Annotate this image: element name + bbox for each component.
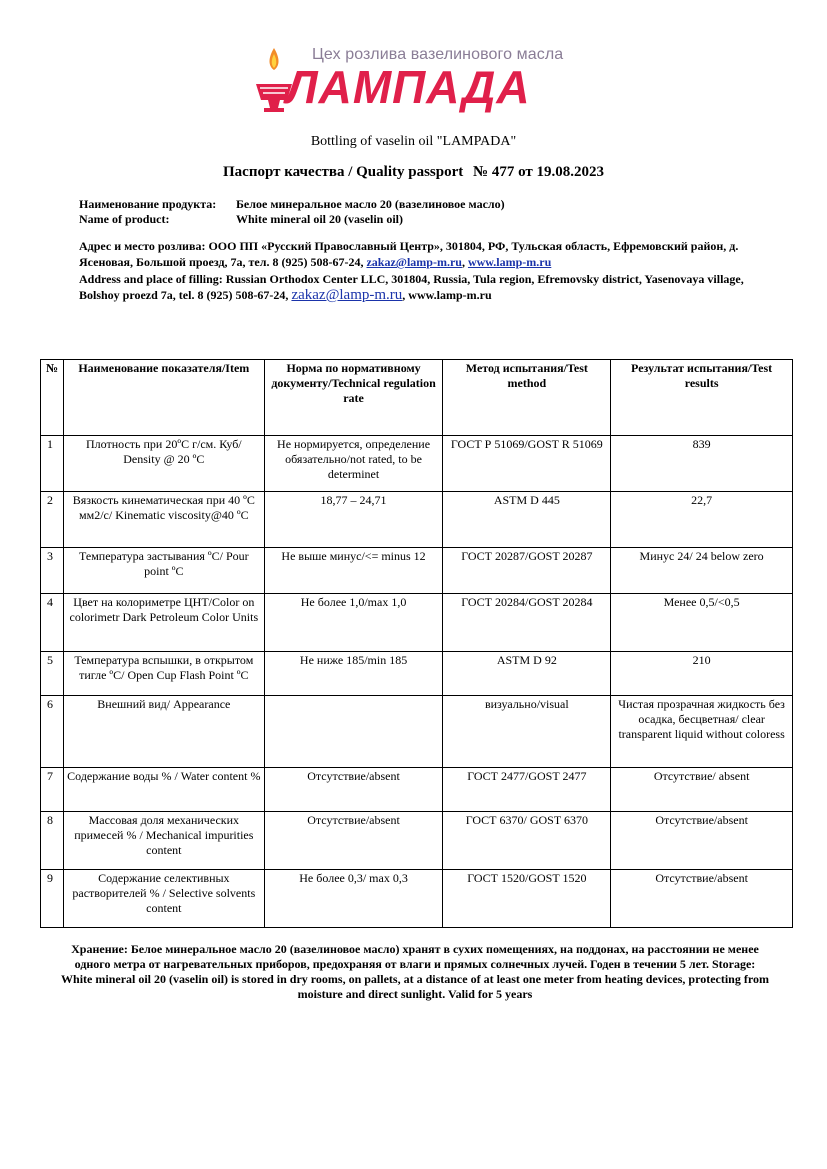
product-ru-value: Белое минеральное масло 20 (вазелиновое масло) bbox=[236, 197, 505, 211]
row-method: ГОСТ Р 51069/GOST R 51069 bbox=[443, 436, 611, 492]
row-norm: Не выше минус/<= minus 12 bbox=[264, 548, 443, 594]
row-num: 8 bbox=[41, 812, 64, 870]
address-ru-text: Адрес и место розлива: ООО ПП «Русский Православный Центр», 301804, РФ, Тульская область, Ефремовский район, д. Ясеновая, Большой проезд, 7а, тел. 8 (925) 508-67-24, bbox=[79, 239, 739, 269]
table-row bbox=[41, 594, 793, 652]
row-num: 9 bbox=[41, 870, 64, 928]
bottling-line: Bottling of vaselin oil "LAMPADA" bbox=[310, 134, 517, 149]
row-item: Температура вспышки, в открытом тигле ºC/ Open Cup Flash Point ºC bbox=[63, 652, 264, 696]
row-norm: Отсутствие/absent bbox=[264, 812, 443, 870]
address-en-text: Address and place of filling: Russian Orthodox Center LLC, 301804, Russia, Tula region, Efremovsky district, Yasenovaya village, Bolshoy proezd 7a, tel. 8 (925) 508-67-24, bbox=[79, 272, 744, 302]
address-info bbox=[79, 238, 759, 303]
storage-note: Хранение: Белое минеральное масло 20 (вазелиновое масло) хранят в сухих помещениях, на поддонах, на расстоянии не менее одного метра от нагревательных приборов, предохраняя от влаги и прямых солнечных лучей. Годен в течении 5 лет. Storage: White mineral oil 20 (vaselin oil) is stored in dry rooms, on pallets, at a distance of at least one meter from heating devices, protecting from moisture and direct sunlight. Valid for 5 years bbox=[61, 942, 769, 1001]
row-item: Температура застывания ºC/ Pour point ºC bbox=[63, 548, 264, 594]
header-norm: Норма по нормативному документу/Technical regulation rate bbox=[264, 360, 443, 436]
row-item: Плотность при 20ºC г/см. Куб/ Density @ 20 ºC bbox=[63, 436, 264, 492]
site-text-en: www.lamp-m.ru bbox=[408, 288, 492, 302]
row-norm: Не нормируется, определение обязательно/not rated, to be determinet bbox=[264, 436, 443, 492]
row-method: ГОСТ 2477/GOST 2477 bbox=[443, 768, 611, 812]
table-row bbox=[41, 492, 793, 548]
row-result: Отсутствие/absent bbox=[611, 870, 793, 928]
row-num: 6 bbox=[41, 696, 64, 768]
row-norm: Не ниже 185/min 185 bbox=[264, 652, 443, 696]
row-result: 210 bbox=[611, 652, 793, 696]
row-num: 1 bbox=[41, 436, 64, 492]
row-num: 5 bbox=[41, 652, 64, 696]
logo-wordmark: ЛАМПАДА bbox=[286, 61, 531, 113]
row-result: Менее 0,5/<0,5 bbox=[611, 594, 793, 652]
table-row bbox=[41, 812, 793, 870]
row-norm: Не более 0,3/ max 0,3 bbox=[264, 870, 443, 928]
address-ru: Адрес и место розлива: ООО ПП «Русский Православный Центр», 301804, РФ, Тульская область, Ефремовский район, д. Ясеновая, Большой проезд, 7а, тел. 8 (925) 508-67-24, zakaz@lamp-m.ru, www.lamp-m.ru bbox=[79, 239, 739, 269]
passport-number: № 477 от 19.08.2023 bbox=[473, 164, 604, 180]
row-method: ГОСТ 20287/GOST 20287 bbox=[443, 548, 611, 594]
row-result: Отсутствие/absent bbox=[611, 812, 793, 870]
product-ru-key: Наименование продукта: bbox=[79, 197, 217, 211]
row-norm: 18,77 – 24,71 bbox=[264, 492, 443, 548]
row-method: ГОСТ 20284/GOST 20284 bbox=[443, 594, 611, 652]
row-method: ГОСТ 1520/GOST 1520 bbox=[443, 870, 611, 928]
header-result: Результат испытания/Test results bbox=[611, 360, 793, 436]
row-num: 7 bbox=[41, 768, 64, 812]
email-link-ru[interactable]: zakaz@lamp-m.ru bbox=[366, 255, 462, 269]
row-norm bbox=[264, 696, 443, 768]
logo-subtitle: Цех розлива вазелинового масла bbox=[312, 46, 564, 63]
header-num: № bbox=[41, 360, 64, 436]
site-link-ru[interactable]: www.lamp-m.ru bbox=[467, 255, 552, 269]
header-method: Метод испытания/Test method bbox=[443, 360, 611, 436]
table-row bbox=[41, 436, 793, 492]
row-norm: Не более 1,0/max 1,0 bbox=[264, 594, 443, 652]
row-norm: Отсутствие/absent bbox=[264, 768, 443, 812]
row-result: 22,7 bbox=[611, 492, 793, 548]
row-num: 4 bbox=[41, 594, 64, 652]
row-result: Отсутствие/ absent bbox=[611, 768, 793, 812]
row-item: Цвет на колориметре ЦНТ/Color on colorimetr Dark Petroleum Color Units bbox=[63, 594, 264, 652]
email-link-en[interactable]: zakaz@lamp-m.ru bbox=[291, 287, 403, 303]
row-num: 2 bbox=[41, 492, 64, 548]
row-result: 839 bbox=[611, 436, 793, 492]
product-en-key: Name of product: bbox=[79, 212, 170, 226]
address-en: Address and place of filling: Russian Orthodox Center LLC, 301804, Russia, Tula region, Efremovsky district, Yasenovaya village, Bolshoy proezd 7a, tel. 8 (925) 508-67-24, zakaz@lamp-m.ru, www.lamp-m.ru bbox=[79, 272, 744, 303]
row-method: визуально/visual bbox=[443, 696, 611, 768]
product-en-value: White mineral oil 20 (vaselin oil) bbox=[236, 212, 403, 226]
row-item: Содержание воды % / Water content % bbox=[63, 768, 264, 812]
row-result: Минус 24/ 24 below zero bbox=[611, 548, 793, 594]
row-method: ASTM D 445 bbox=[443, 492, 611, 548]
table-header-row bbox=[41, 360, 793, 436]
row-item: Внешний вид/ Appearance bbox=[63, 696, 264, 768]
table-row bbox=[41, 548, 793, 594]
row-method: ГОСТ 6370/ GOST 6370 bbox=[443, 812, 611, 870]
table-row bbox=[41, 696, 793, 768]
table-row bbox=[41, 768, 793, 812]
table-row bbox=[41, 652, 793, 696]
row-item: Вязкость кинематическая при 40 ºC мм2/с/ Kinematic viscosity@40 ºC bbox=[63, 492, 264, 548]
row-result: Чистая прозрачная жидкость без осадка, бесцветная/ clear transparent liquid without coloress bbox=[611, 696, 793, 768]
row-method: ASTM D 92 bbox=[443, 652, 611, 696]
product-info bbox=[79, 197, 759, 227]
passport-title bbox=[0, 164, 827, 181]
row-num: 3 bbox=[41, 548, 64, 594]
table-row bbox=[41, 870, 793, 928]
header-item: Наименование показателя/Item bbox=[63, 360, 264, 436]
passport-title-text: Паспорт качества / Quality passport bbox=[223, 164, 464, 180]
quality-table bbox=[40, 359, 793, 928]
row-item: Содержание селективных растворителей % / Selective solvents content bbox=[63, 870, 264, 928]
row-item: Массовая доля механических примесей % / Mechanical impurities content bbox=[63, 812, 264, 870]
